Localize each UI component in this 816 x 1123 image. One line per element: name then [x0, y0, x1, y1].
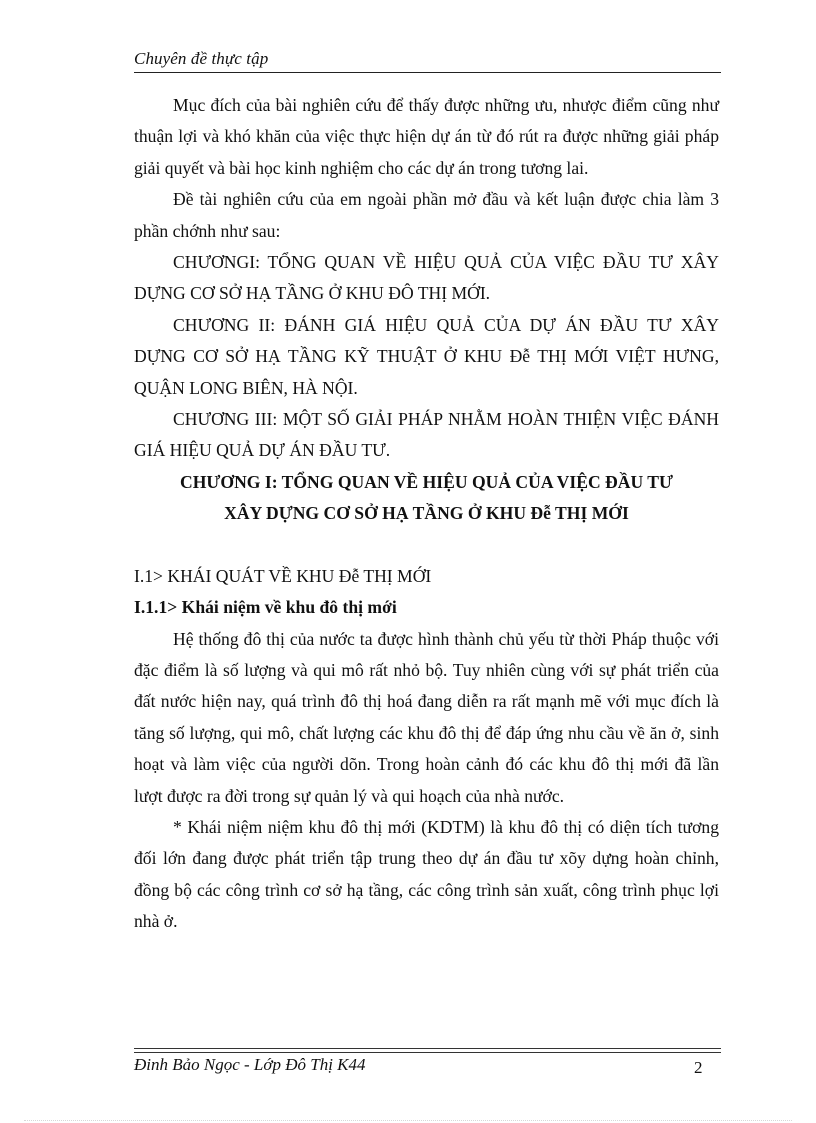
paragraph-purpose: Mục đích của bài nghiên cứu để thấy được những ưu, nhược điểm cũng như thuận lợi và khó khăn của việc thực hiện dự án từ đó rút ra được những giải pháp giải quyết và bài học kinh nghiệm cho các dự án trong tương lai. — [134, 95, 719, 178]
section-heading: I.1> KHÁI QUÁT VỀ KHU Đễ THỊ MỚI — [134, 565, 432, 586]
chapter-heading-line-1: CHƯƠNG I: TỔNG QUAN VỀ HIỆU QUẢ CỦA VIỆC ĐẦU TƯ — [179, 471, 673, 492]
paragraph-definition: * Khái niệm niệm khu đô thị mới (KDTM) là khu đô thị có diện tích tương đối lớn đang được phát triển tập trung theo dự án đầu tư xõy dựng hoàn chỉnh, đồng bộ các công trình cơ sở hạ tầng, các công trình sản xuất, công trình phục lợi nhà ở. — [134, 816, 719, 932]
paragraph-chapter-1-summary: CHƯƠNGI: TỔNG QUAN VỀ HIỆU QUẢ CỦA VIỆC ĐẦU TƯ XÂY DỰNG CƠ SỞ HẠ TẦNG Ở KHU ĐÔ THỊ MỚI. — [134, 252, 719, 304]
paragraph-urban-system: Hệ thống đô thị của nước ta được hình thành chủ yếu từ thời Pháp thuộc với đặc điểm là số lượng và qui mô rất nhỏ bộ. Tuy nhiên cùng với sự phát triển của đất nước hiện nay, quá trình đô thị hoá đang diễn ra rất mạnh mẽ với mục đích là tăng số lượng, qui mô, chất lượng các khu đô thị để đáp ứng nhu cầu về ăn ở, sinh hoạt và làm việc của người dõn. Trong hoàn cảnh đó các khu đô thị mới đã lần lượt được ra đời trong sự quản lý và qui hoạch của nhà nước. — [134, 628, 719, 806]
paragraph-chapter-3-summary: CHƯƠNG III: MỘT SỐ GIẢI PHÁP NHẰM HOÀN THIỆN VIỆC ĐÁNH GIÁ HIỆU QUẢ DỰ ÁN ĐẦU TƯ. — [134, 409, 719, 461]
paragraph-chapter-2-summary: CHƯƠNG II: ĐÁNH GIÁ HIỆU QUẢ CỦA DỰ ÁN ĐẦU TƯ XÂY DỰNG CƠ SỞ HẠ TẦNG KỸ THUẬT Ở KHU Đễ THỊ MỚI VIỆT HƯNG, QUẬN LONG BIÊN, HÀ NỘI. — [134, 314, 719, 398]
page-number: 2 — [694, 1058, 703, 1077]
footer-author: Đinh Bảo Ngọc - Lớp Đô Thị K44 — [134, 1055, 366, 1074]
footer-rule — [134, 1052, 721, 1053]
page-header — [134, 46, 721, 73]
spacer — [134, 530, 719, 561]
footer-rule — [134, 1048, 721, 1049]
document-body — [134, 90, 719, 938]
paragraph-structure: Đề tài nghiên cứu của em ngoài phần mở đầu và kết luận được chia làm 3 phần chớnh như sau: — [134, 189, 719, 241]
header-title: Chuyên đề thực tập — [134, 49, 269, 68]
subsection-heading: I.1.1> Khái niệm về khu đô thị mới — [134, 597, 397, 618]
chapter-heading-line-2: XÂY DỰNG CƠ SỞ HẠ TẦNG Ở KHU Đễ THỊ MỚI — [224, 503, 629, 524]
page-edge-divider — [24, 1120, 792, 1121]
